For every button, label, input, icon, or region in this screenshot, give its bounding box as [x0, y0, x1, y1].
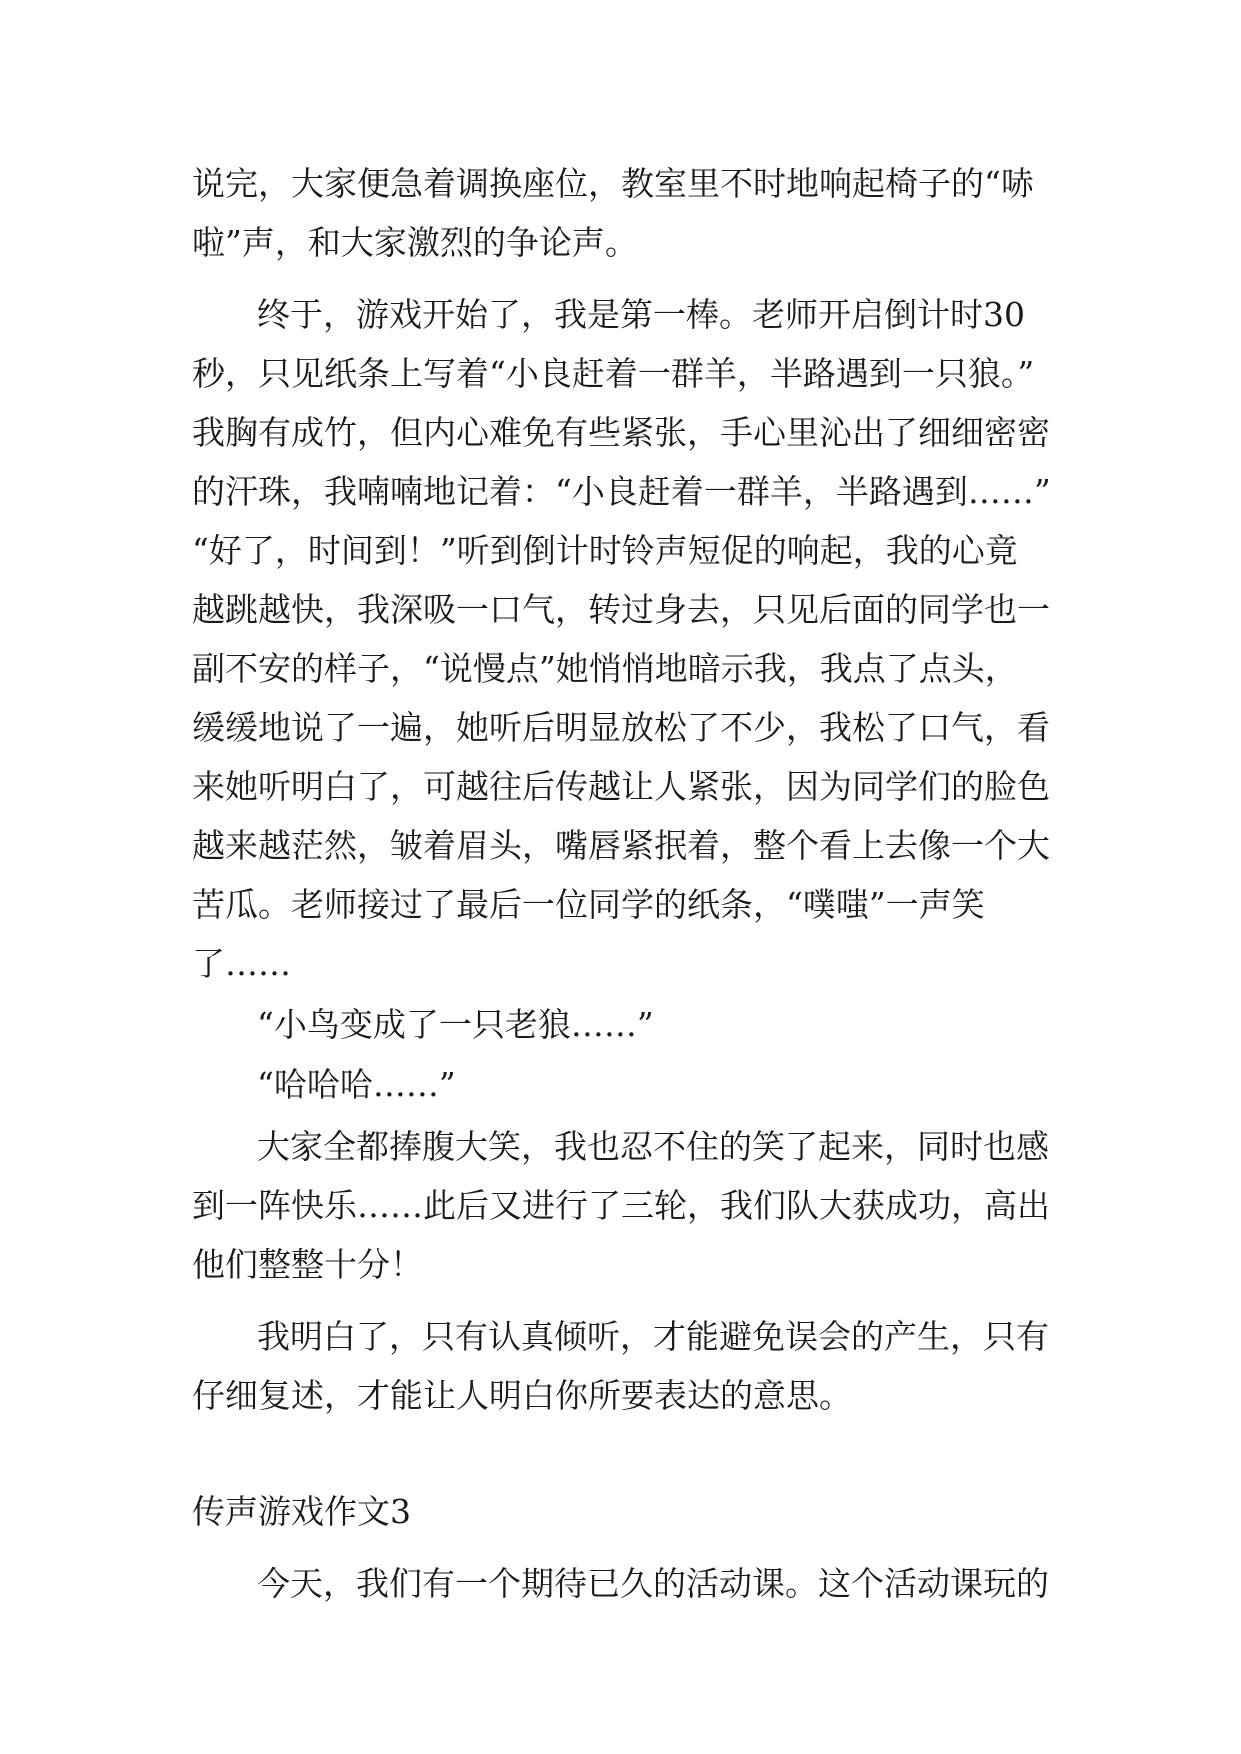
section-heading: 传声游戏作文3	[192, 1492, 411, 1531]
text-line: 到一阵快乐……此后又进行了三轮，我们队大获成功，高出	[192, 1186, 1050, 1225]
text-line: “好了，时间到！”听到倒计时铃声短促的响起，我的心竟	[192, 531, 1018, 570]
dialogue-line: “小鸟变成了一只老狼……”	[257, 1005, 654, 1044]
text-line: 啦”声，和大家激烈的争论声。	[192, 223, 638, 262]
paragraph-first-line: 今天，我们有一个期待已久的活动课。这个活动课玩的	[257, 1564, 1049, 1603]
text-line: 的汗珠，我喃喃地记着：“小良赶着一群羊，半路遇到……”	[192, 472, 1051, 511]
text-line: 苦瓜。老师接过了最后一位同学的纸条，“噗嗤”一声笑	[192, 885, 985, 924]
text-line: 缓缓地说了一遍，她听后明显放松了不少，我松了口气，看	[192, 708, 1050, 747]
paragraph-first-line: 大家全都捧腹大笑，我也忍不住的笑了起来，同时也感	[257, 1127, 1049, 1166]
text-line: 我胸有成竹，但内心难免有些紧张，手心里沁出了细细密密	[192, 413, 1050, 452]
text-line: 他们整整十分！	[192, 1245, 423, 1284]
text-line: 副不安的样子，“说慢点”她悄悄地暗示我，我点了点头，	[192, 649, 1018, 688]
paragraph-first-line: 我明白了，只有认真倾听，才能避免误会的产生，只有	[257, 1317, 1049, 1356]
dialogue-line: “哈哈哈……”	[257, 1065, 456, 1104]
text-line: 说完，大家便急着调换座位，教室里不时地响起椅子的“哧	[192, 164, 1034, 203]
text-line: 越跳越快，我深吸一口气，转过身去，只见后面的同学也一	[192, 590, 1050, 629]
text-line: 仔细复述，才能让人明白你所要表达的意思。	[192, 1376, 852, 1415]
text-line: 来她听明白了，可越往后传越让人紧张，因为同学们的脸色	[192, 767, 1050, 806]
text-line: 秒，只见纸条上写着“小良赶着一群羊，半路遇到一只狼。”	[192, 354, 1035, 393]
text-line: 了……	[192, 944, 291, 983]
text-line: 越来越茫然，皱着眉头，嘴唇紧抿着，整个看上去像一个大	[192, 826, 1050, 865]
paragraph-first-line: 终于，游戏开始了，我是第一棒。老师开启倒计时30	[257, 295, 1025, 334]
